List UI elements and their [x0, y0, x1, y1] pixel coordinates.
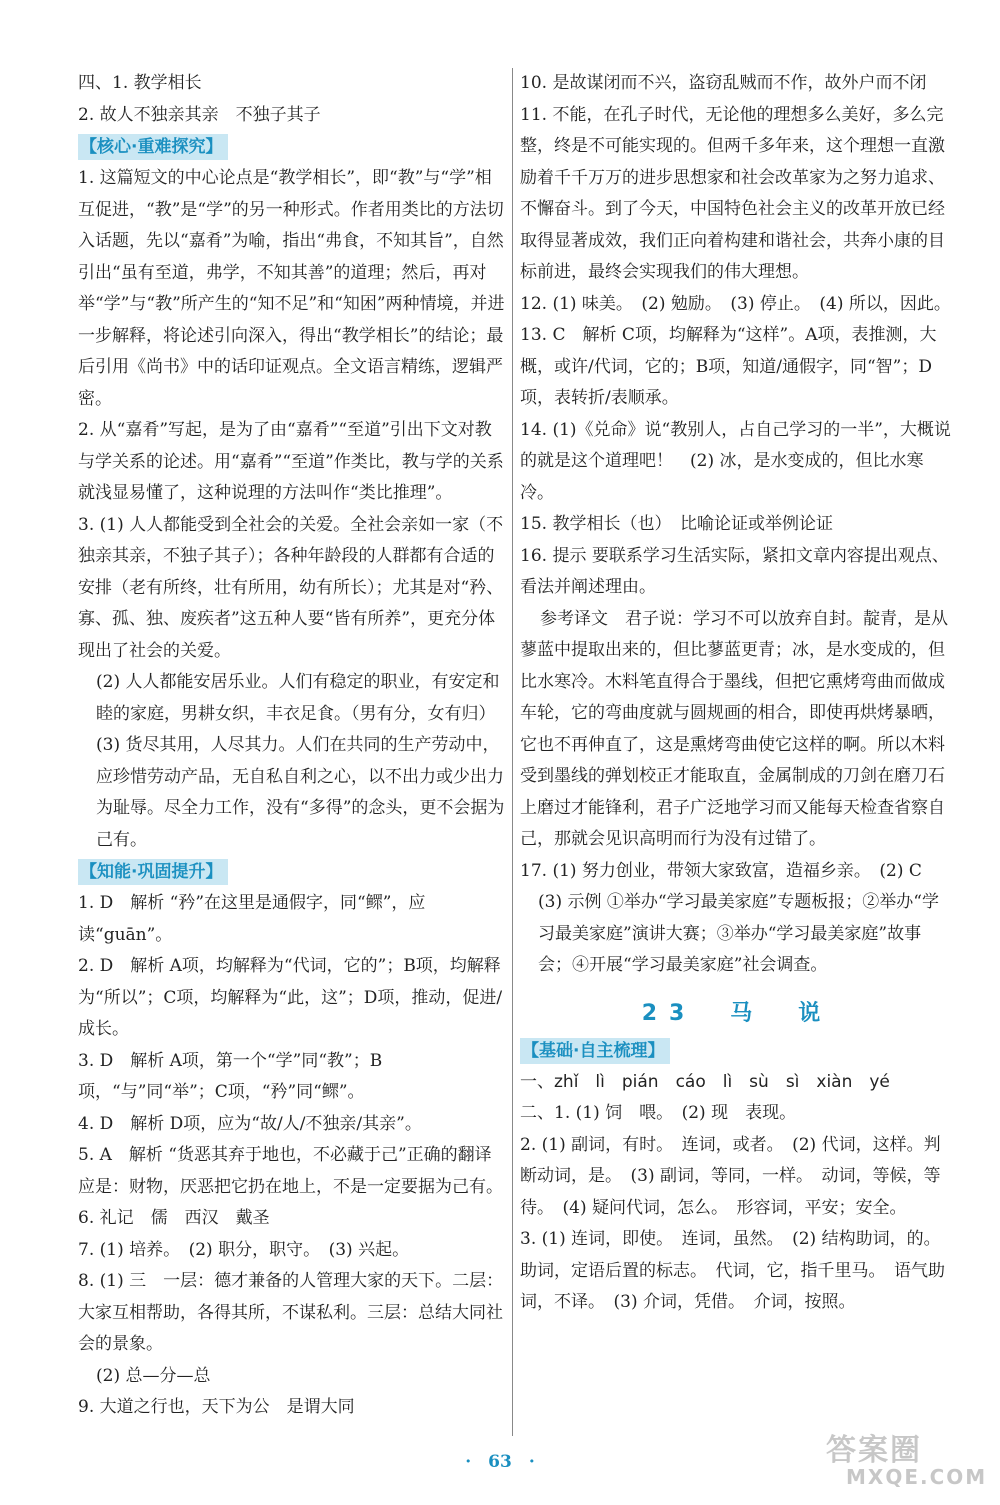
left-column: [78, 68, 508, 1424]
exercise-answer-12: 12. (1) 味美。 (2) 勉励。 (3) 停止。 (4) 所以，因此。: [520, 293, 951, 314]
basics-answer-2-2: 2. (1) 副词，有时。 连词，或者。 (2) 代词，这样。判断动词，是。 (3) 副词，等同，一样。 动词，等候，等待。 (4) 疑问代词，怎么。 形容词，平安；安全。: [520, 1134, 941, 1218]
core-answer-3-1: 3. (1) 人人都能受到全社会的关爱。全社会亲如一家（不独亲其亲，不独子其子）；各种年龄段的人群都有合适的安排（老有所终，壮有所用，幼有所长）；尤其是对“矜、寡、孤、独、废疾者”这五种人要“皆有所养”，更充分体现出了社会的关爱。: [78, 514, 504, 661]
lesson-title: 23 马 说: [641, 1000, 833, 1026]
core-answer-3-2: (2) 人人都能安居乐业。人们有稳定的职业，有安定和睦的家庭，男耕女织，丰衣足食。（男有分，女有归）: [96, 672, 500, 724]
basics-answer-2-3: 3. (1) 连词，即使。 连词，虽然。 (2) 结构助词，的。助词，定语后置的标志。 代词，它，指千里马。 语气助词，不译。 (3) 介词，凭借。 介词，按照。: [520, 1229, 945, 1312]
exercise-answer-16: 16. 提示 要联系学习生活实际，紧扣文章内容提出观点、看法并阐述理由。: [520, 545, 949, 597]
exercise-answer-8-2: (2) 总—分—总: [96, 1365, 211, 1386]
exercise-answer-2: 2. D 解析 A项，均解释为“代词，它的”；B项，均解释为“所以”；C项，均解释为“此，这”；D项，推动，促进/成长。: [78, 956, 503, 1039]
exercise-answer-1: 1. D 解析 “矜”在这里是通假字，同“鳏”，应读“guān”。: [78, 893, 426, 945]
section-header-basics: 【基础·自主梳理】: [520, 1038, 670, 1064]
basics-answer-2-1: 二、1. (1) 饲 喂。 (2) 现 表现。: [520, 1103, 797, 1123]
core-answer-2: 2. 从“嘉肴”写起，是为了由“嘉肴”“至道”引出下文对教与学关系的论述。用“嘉肴”“至道”作类比，教与学的关系就浅显易懂了，这种说理的方法叫作“类比推理”。: [78, 420, 504, 503]
answer-4-1: 四、1. 教学相长: [78, 73, 202, 93]
reference-translation: 参考译文 君子说：学习不可以放弃自封。靛青，是从蓼蓝中提取出来的，但比蓼蓝更青；冰，是水变成的，但比水寒冷。木料笔直得合于墨线，但把它熏烤弯曲而做成车轮，它的弯曲度就与圆规画的相合，即使再烘烤暴晒，它也不再伸直了，这是熏烤弯曲使它这样的啊。所以木料受到墨线的弹划校正才能取直，金属制成的刀剑在磨刀石上磨过才能锋利，君子广泛地学习而又能每天检查省察自己，那就会见识高明而行为没有过错了。: [520, 608, 948, 849]
exercise-answer-7: 7. (1) 培养。 (2) 职分，职守。 (3) 兴起。: [78, 1239, 410, 1260]
pinyin-answers: 一、zhǐ lì pián cáo lì sù sì xiàn yé: [520, 1071, 890, 1092]
watermark-url: MXQE.COM: [846, 1465, 988, 1489]
watermark-text: 答案圈: [826, 1433, 922, 1468]
exercise-answer-15: 15. 教学相长（也） 比喻论证或举例论证: [520, 514, 833, 534]
answer-4-2: 2. 故人不独亲其亲 不独子其子: [78, 104, 321, 125]
exercise-answer-9: 9. 大道之行也，天下为公 是谓大同: [78, 1397, 355, 1417]
core-answer-3-3: (3) 货尽其用，人尽其力。人们在共同的生产劳动中，应珍惜劳动产品，无自私自利之心，以不出力或少出力为耻辱。尽全力工作，没有“多得”的念头，更不会据为己有。: [96, 735, 505, 850]
right-column: [520, 68, 954, 1319]
core-answer-1: 1. 这篇短文的中心论点是“教学相长”，即“教”与“学”相互促进，“教”是“学”的另一种形式。作者用类比的方法切入话题，先以“嘉肴”为喻，指出“弗食，不知其旨”，自然引出“虽有至道，弗学，不知其善”的道理；然后，再对举“学”与“教”所产生的“知不足”和“知困”两种情境，并进一步解释，将论述引向深入，得出“教学相长”的结论；最后引用《尚书》中的话印证观点。全文语言精练，逻辑严密。: [78, 168, 505, 409]
exercise-answer-11: 11. 不能，在孔子时代，无论他的理想多么美好，多么完整，终是不可能实现的。但两千多年来，这个理想一直激励着千千万万的进步思想家和社会改革家为之努力追求、不懈奋斗。到了今天，中国特色社会主义的改革开放已经取得显著成效，我们正向着构建和谐社会，共奔小康的目标前进，最终会实现我们的伟大理想。: [520, 104, 945, 282]
exercise-answer-13: 13. C 解析 C项，均解释为“这样”。A项，表推测，大概，或许/代词，它的；B项，知道/通假字，同“智”；D项，表转折/表顺承。: [520, 325, 937, 408]
exercise-answer-8-1: 8. (1) 三 一层：德才兼备的人管理大家的天下。二层：大家互相帮助，各得其所，不谋私利。三层：总结大同社会的景象。: [78, 1271, 504, 1354]
exercise-answer-14: 14. (1)《兑命》说“教别人，占自己学习的一半”，大概说的就是这个道理吧！ (2) 冰，是水变成的，但比水寒冷。: [520, 419, 951, 503]
exercise-answer-3: 3. D 解析 A项，第一个“学”同“教”；B项，“与”同“举”；C项，“矜”同“鳏”。: [78, 1050, 383, 1102]
page-number: · 63 ·: [465, 1452, 535, 1472]
exercise-answer-4: 4. D 解析 D项，应为“故/人/不独亲/其亲”。: [78, 1113, 422, 1134]
watermark-logo: [826, 1425, 986, 1495]
exercise-answer-5: 5. A 解析 “货恶其弃于地也，不必藏于己”正确的翻译应是：财物，厌恶把它扔在地上，不是一定要据为己有。: [78, 1145, 503, 1197]
section-header-core: 【核心·重难探究】: [78, 134, 228, 160]
exercise-answer-17-1: 17. (1) 努力创业，带领大家致富，造福乡亲。 (2) C: [520, 860, 922, 881]
section-header-consolidate: 【知能·巩固提升】: [78, 859, 228, 885]
exercise-answer-10: 10. 是故谋闭而不兴，盗窃乱贼而不作，故外户而不闭: [520, 73, 927, 93]
exercise-answer-6: 6. 礼记 儒 西汉 戴圣: [78, 1208, 270, 1228]
exercise-answer-17-3: (3) 示例 ①举办“学习最美家庭”专题板报；②举办“学习最美家庭”演讲大赛；③举办“学习最美家庭”故事会；④开展“学习最美家庭”社会调查。: [538, 892, 939, 975]
column-divider: [512, 68, 513, 1436]
